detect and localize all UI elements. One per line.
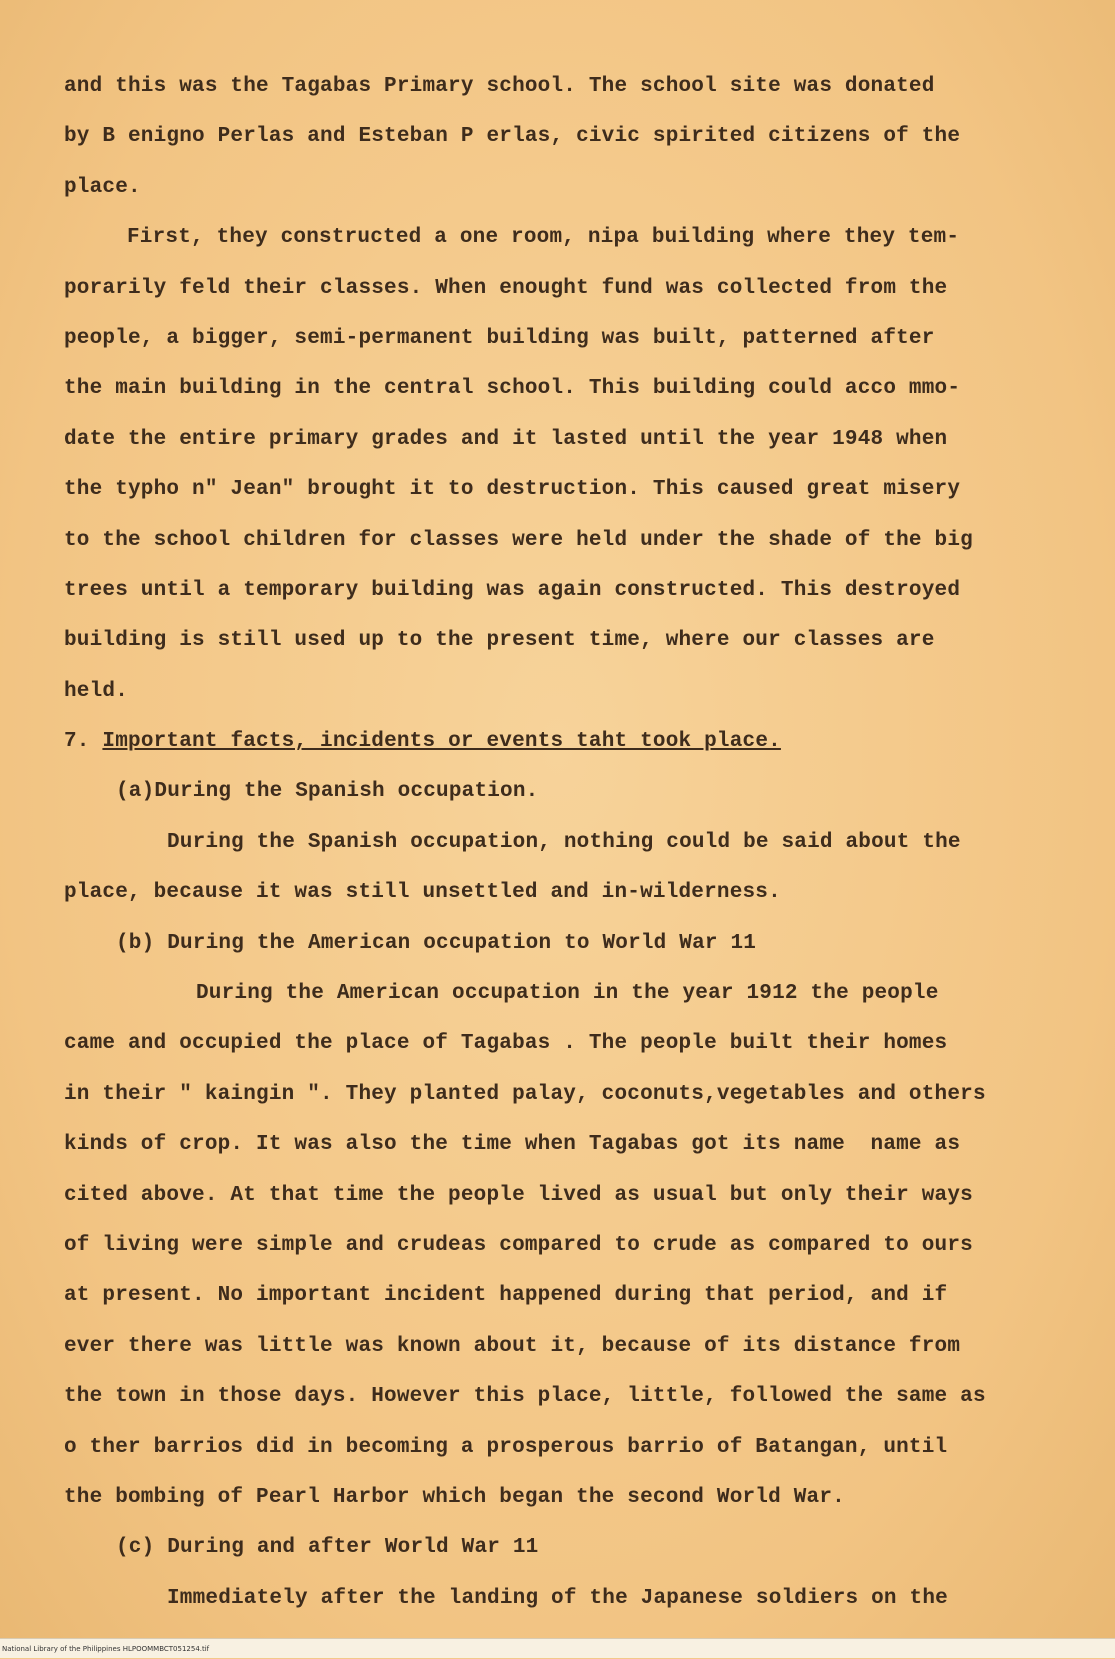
text-line: During the Spanish occupation, nothing could be said about the [167,830,961,854]
subsection-b-heading: (b) During the American occupation to World War 11 [116,931,757,955]
text-line: place. [64,175,141,199]
text-line: trees until a temporary building was again constructed. This destroyed [64,578,961,602]
text-line: date the entire primary grades and it lasted until the year 1948 when [64,427,948,451]
text-line: o ther barrios did in becoming a prosperous barrio of Batangan, until [64,1435,948,1459]
section-7-number: 7. [64,730,90,754]
text-line: During the American occupation in the year 1912 the people [196,982,939,1006]
text-line: the bombing of Pearl Harbor which began the second World War. [64,1485,845,1509]
subsection-c-heading: (c) During and after World War 11 [116,1536,539,1560]
text-line: kinds of crop. It was also the time when Tagabas got its name name as [64,1133,961,1157]
text-line: porarily feld their classes. When enought fund was collected from the [64,276,948,300]
text-line: people, a bigger, semi-permanent building was built, patterned after [64,326,935,350]
subsection-a-heading: (a)During the Spanish occupation. [116,780,539,804]
text-line: held. [64,679,129,703]
text-line: place, because it was still unsettled and in-wilderness. [64,881,781,905]
text-line: ever there was little was known about it, because of its distance from [64,1334,961,1358]
text-line: cited above. At that time the people lived as usual but only their ways [64,1183,973,1207]
section-7-heading [64,717,1054,767]
text-line: came and occupied the place of Tagabas . The people built their homes [64,1032,948,1056]
text-line: to the school children for classes were held under the shade of the big [64,528,973,552]
text-line: in their " kaingin ". They planted palay, coconuts,vegetables and others [64,1082,986,1106]
text-line: at present. No important incident happened during that period, and if [64,1284,948,1308]
text-line: the town in those days. However this place, little, followed the same as [64,1385,986,1409]
text-line: and this was the Tagabas Primary school. The school site was donated [64,75,935,98]
section-7-title: Important facts, incidents or events taht took place. [102,730,781,754]
typed-text-body [64,62,1054,1624]
text-line: building is still used up to the present time, where our classes are [64,629,935,653]
text-line: First, they constructed a one room, nipa building where they tem- [127,226,960,250]
text-line: the typho n" Jean" brought it to destruction. This caused great misery [64,478,961,502]
text-line: of living were simple and crudeas compared to crude as compared to ours [64,1233,973,1257]
text-line: by B enigno Perlas and Esteban P erlas, civic spirited citizens of the [64,125,961,149]
text-line: the main building in the central school. This building could acco mmo- [64,377,961,401]
footer-source: National Library of the Philippines HLPOOMMBCT051254.tif [0,1638,1115,1658]
text-line: Immediately after the landing of the Japanese soldiers on the [167,1586,948,1610]
